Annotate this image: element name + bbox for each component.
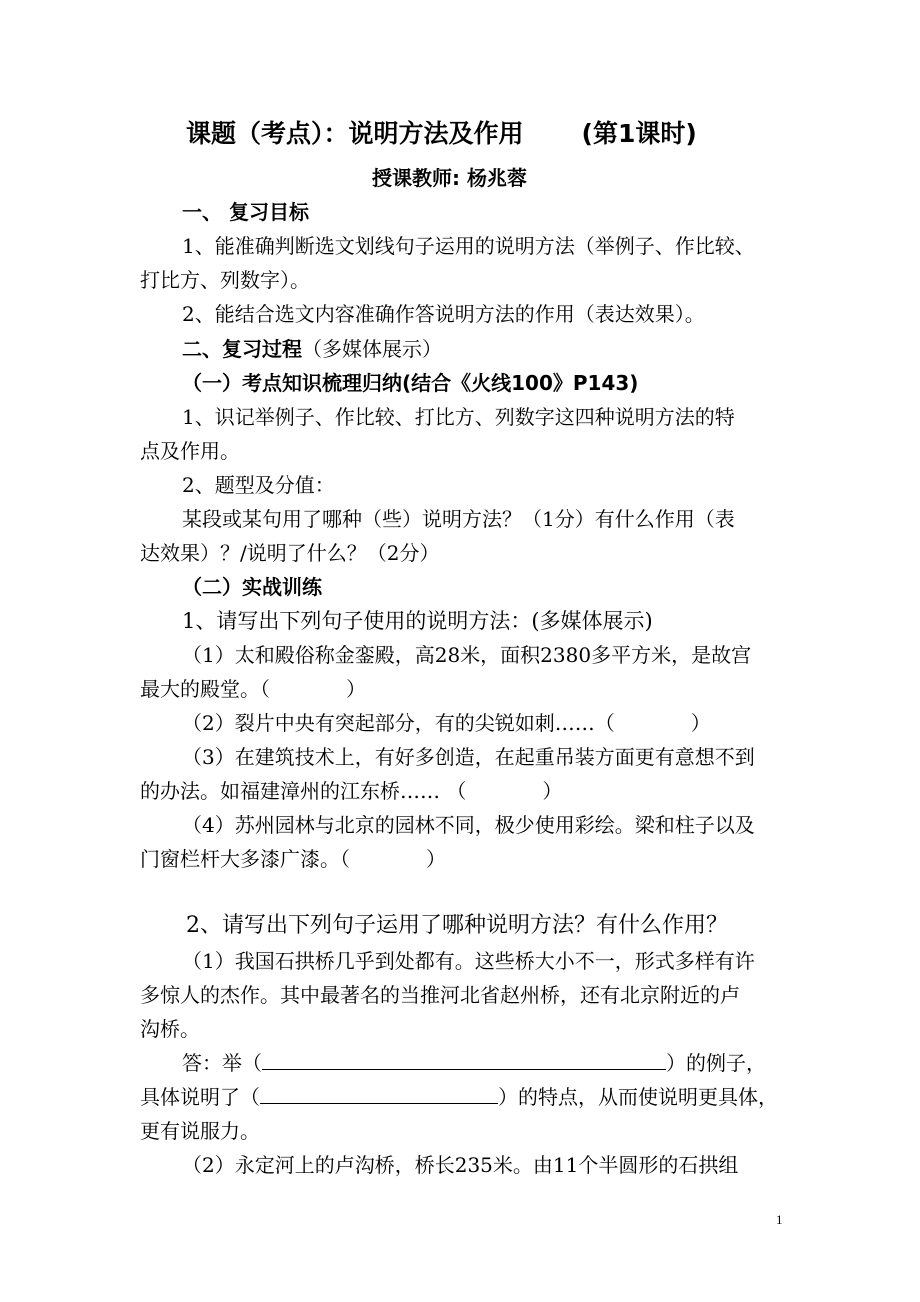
answer-line3: 更有说服力。 — [140, 1119, 260, 1143]
answer-suffix-feature: ）的特点，从而使说明更具体， — [498, 1085, 778, 1109]
subsection1-heading: （一）考点知识梳理归纳(结合《火线100》P143) — [182, 371, 639, 395]
title-main: 课题（考点）：说明方法及作用 — [186, 119, 524, 148]
item1-line2: 点及作用。 — [140, 439, 240, 463]
exercise1-item4-line2 — [140, 846, 446, 872]
exercise1-item4-line1: （4）苏州园林与北京的园林不同，极少使用彩绘。梁和柱子以及 — [182, 813, 755, 837]
page-number: 1 — [776, 1212, 783, 1227]
answer-line1 — [182, 1050, 766, 1076]
exercise1-item1-line2 — [140, 676, 366, 702]
exercise1-heading: 1、请写出下列句子使用的说明方法：(多媒体展示) — [182, 609, 653, 633]
page-title — [186, 117, 697, 151]
exercise1-item4-text: 门窗栏杆大多漆广漆。（ — [140, 847, 350, 871]
exercise1-item2-text: （2）裂片中央有突起部分，有的尖锐如刺……（ — [182, 711, 615, 735]
answer-line2 — [140, 1084, 778, 1110]
close-paren: ） — [426, 847, 446, 871]
answer-suffix-example: ）的例子， — [666, 1051, 766, 1075]
close-paren: ） — [542, 779, 563, 803]
section2-heading-note: （多媒体展示） — [302, 337, 442, 361]
exercise1-item1-line1: （1）太和殿俗称金銮殿，高28米，面积2380多平方米，是故宫 — [182, 643, 752, 667]
close-paren: ） — [690, 711, 711, 735]
answer-prefix-example: 答：举（ — [182, 1051, 262, 1075]
exercise2-item1-line3: 沟桥。 — [140, 1017, 200, 1041]
teacher-line: 授课教师: 杨兆蓉 — [372, 166, 527, 190]
section2-heading-text: 二、复习过程 — [182, 337, 302, 361]
goal1-line2: 打比方、列数字）。 — [140, 268, 310, 292]
answer-fill-blank-feature[interactable] — [260, 1085, 498, 1104]
question-type-line1: 某段或某句用了哪种（些）说明方法？（1分）有什么作用（表 — [182, 507, 735, 531]
exercise2-item1-line1: （1）我国石拱桥几乎到处都有。这些桥大小不一，形式多样有许 — [182, 949, 755, 973]
goal1-line1: 1、能准确判断选文划线句子运用的说明方法（举例子、作比较、 — [182, 234, 755, 258]
goal2-line: 2、能结合选文内容准确作答说明方法的作用（表达效果）。 — [182, 302, 705, 326]
close-paren: ） — [346, 677, 366, 701]
exercise1-item1-text: 最大的殿堂。（ — [140, 677, 270, 701]
item1-line1: 1、识记举例子、作比较、打比方、列数字这四种说明方法的特 — [182, 405, 735, 429]
exercise1-item3-line1: （3）在建筑技术上，有好多创造，在起重吊装方面更有意想不到 — [182, 745, 755, 769]
exercise1-item3-line2 — [140, 778, 562, 804]
exercise2-item1-line2: 多惊人的杰作。其中最著名的当推河北省赵州桥，还有北京附近的卢 — [140, 983, 740, 1007]
section2-heading — [182, 336, 442, 362]
item2-line: 2、题型及分值： — [182, 473, 335, 497]
exercise2-item2-line1: （2）永定河上的卢沟桥，桥长235米。由11个半圆形的石拱组 — [182, 1153, 739, 1177]
question-type-line2: 达效果）？/说明了什么？（2分） — [140, 541, 440, 565]
exercise1-item2-line — [182, 710, 711, 736]
title-session: (第1课时) — [581, 119, 697, 148]
answer-fill-blank-example[interactable] — [262, 1051, 666, 1070]
exercise1-item3-text: 的办法。如福建漳州的江东桥…… （ — [140, 779, 467, 803]
answer-prefix-feature: 具体说明了（ — [140, 1085, 260, 1109]
section1-heading: 一、 复习目标 — [182, 200, 309, 224]
exercise2-heading: 2、请写出下列句子运用了哪种说明方法？有什么作用？ — [186, 913, 728, 938]
subsection2-heading: （二）实战训练 — [182, 575, 322, 599]
